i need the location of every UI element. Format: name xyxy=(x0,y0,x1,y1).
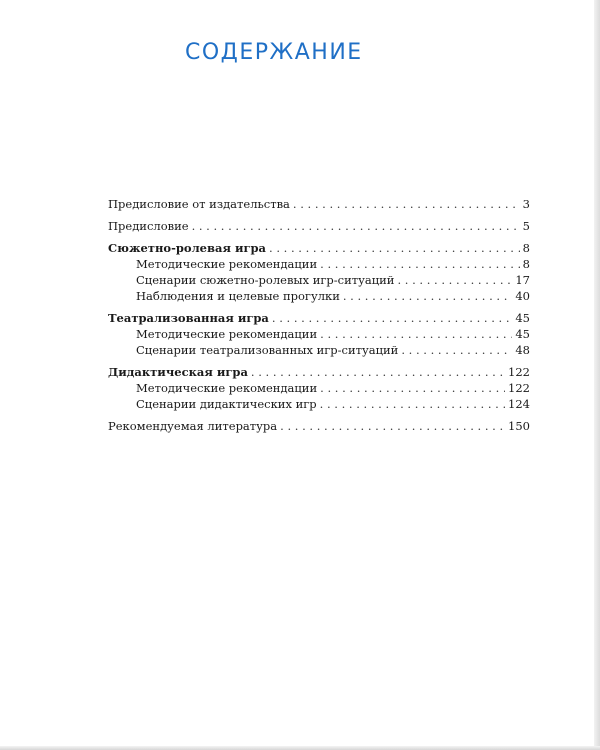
toc-page-number: 150 xyxy=(508,419,530,433)
toc-page-number: 45 xyxy=(515,327,530,341)
page-title: СОДЕРЖАНИЕ xyxy=(185,40,363,65)
toc-chapter-theatrical-play[interactable] xyxy=(108,310,530,326)
toc-entry-label: Рекомендуемая литература xyxy=(108,419,278,433)
dot-leader xyxy=(272,310,512,326)
toc-page-number: 3 xyxy=(522,197,530,211)
toc-chapter-label: Дидактическая игра xyxy=(108,365,248,379)
toc-page-number: 48 xyxy=(515,343,530,357)
table-of-contents xyxy=(108,196,530,434)
toc-entry-methodical-recommendations[interactable] xyxy=(108,256,530,272)
toc-page-number: 45 xyxy=(515,311,530,325)
toc-entry-methodical-recommendations[interactable] xyxy=(108,326,530,342)
page-edge-bottom xyxy=(0,746,600,750)
dot-leader xyxy=(251,364,505,380)
toc-entry-label: Методические рекомендации xyxy=(136,327,318,341)
toc-entry-methodical-recommendations[interactable] xyxy=(108,380,530,396)
dot-leader xyxy=(320,380,505,396)
dot-leader xyxy=(343,288,512,304)
toc-page-number: 122 xyxy=(508,381,530,395)
toc-entry-recommended-literature[interactable] xyxy=(108,418,530,434)
toc-entry-preface[interactable] xyxy=(108,218,530,234)
toc-entry-label: Наблюдения и целевые прогулки xyxy=(136,289,340,303)
toc-page-number: 124 xyxy=(508,397,530,411)
dot-leader xyxy=(280,418,505,434)
dot-leader xyxy=(397,272,512,288)
toc-entry-didactic-scenarios[interactable] xyxy=(108,396,530,412)
toc-entry-label: Предисловие от издательства xyxy=(108,197,290,211)
toc-entry-theatrical-scenarios[interactable] xyxy=(108,342,530,358)
toc-chapter-label: Сюжетно-ролевая игра xyxy=(108,241,267,255)
toc-entry-publisher-preface[interactable] xyxy=(108,196,530,212)
page-edge xyxy=(594,0,600,750)
toc-page-number: 5 xyxy=(522,219,530,233)
toc-chapter-didactic-play[interactable] xyxy=(108,364,530,380)
toc-page-number: 40 xyxy=(515,289,530,303)
dot-leader xyxy=(192,218,520,234)
toc-chapter-label: Театрализованная игра xyxy=(108,311,269,325)
toc-page-number: 122 xyxy=(508,365,530,379)
toc-entry-label: Сценарии сюжетно-ролевых игр-ситуаций xyxy=(136,273,395,287)
dot-leader xyxy=(320,396,505,412)
dot-leader xyxy=(320,256,520,272)
dot-leader xyxy=(269,240,520,256)
toc-page-number: 8 xyxy=(522,241,530,255)
toc-entry-label: Предисловие xyxy=(108,219,189,233)
toc-entry-label: Сценарии дидактических игр xyxy=(136,397,317,411)
toc-entry-label: Сценарии театрализованных игр-ситуаций xyxy=(136,343,399,357)
toc-entry-role-play-scenarios[interactable] xyxy=(108,272,530,288)
toc-page-number: 8 xyxy=(522,257,530,271)
toc-entry-observations-walks[interactable] xyxy=(108,288,530,304)
dot-leader xyxy=(320,326,512,342)
dot-leader xyxy=(293,196,520,212)
toc-page-number: 17 xyxy=(515,273,530,287)
toc-entry-label: Методические рекомендации xyxy=(136,381,318,395)
dot-leader xyxy=(401,342,512,358)
toc-chapter-role-play[interactable] xyxy=(108,240,530,256)
toc-entry-label: Методические рекомендации xyxy=(136,257,318,271)
